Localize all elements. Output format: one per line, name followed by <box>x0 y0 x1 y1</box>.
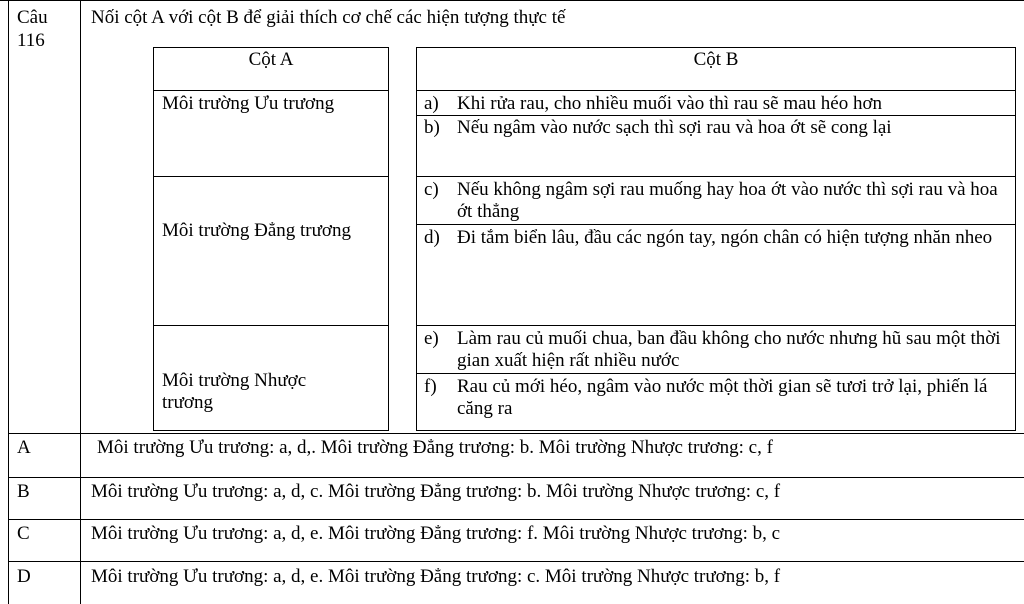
answer-label-a: A <box>17 437 31 458</box>
column-b-letter-f: f) <box>424 376 437 397</box>
answer-label-d: D <box>17 566 31 587</box>
row-divider-a <box>8 433 1024 434</box>
column-b-text-a: Khi rửa rau, cho nhiều muối vào thì rau sẽ mau héo hơn <box>457 93 883 114</box>
outer-top-border <box>0 0 1024 1</box>
label-column-divider <box>80 0 81 604</box>
column-a-item-isotonic: Môi trường Đẳng trương <box>162 220 351 241</box>
column-b-divider-cd <box>416 224 1016 225</box>
column-b-letter-c: c) <box>424 179 439 200</box>
column-a-item-hypotonic: Môi trường Nhược trương <box>162 370 307 413</box>
column-b-letter-a: a) <box>424 93 439 114</box>
column-b-header-divider <box>416 90 1016 91</box>
column-b-text-d: Đi tắm biển lâu, đầu các ngón tay, ngón chân có hiện tượng nhăn nheo <box>457 227 993 248</box>
column-a-divider-1 <box>153 176 389 177</box>
column-b-text-e: Làm rau củ muối chua, ban đầu không cho nước nhưng hũ sau một thời gian xuất hiện rất nhiều nước <box>457 328 1001 371</box>
column-a-header-divider <box>153 90 389 91</box>
question-label: Câu <box>17 7 48 28</box>
column-a-item-hypertonic: Môi trường Ưu trương <box>162 93 335 114</box>
row-divider-d <box>8 561 1024 562</box>
answer-option-b[interactable]: Môi trường Ưu trương: a, d, c. Môi trường Đẳng trương: b. Môi trường Nhược trương: c, f <box>91 481 781 502</box>
column-b-divider-ab <box>416 115 1016 116</box>
row-divider-b <box>8 477 1024 478</box>
column-b-letter-d: d) <box>424 227 440 248</box>
answer-option-c[interactable]: Môi trường Ưu trương: a, d, e. Môi trường Đẳng trương: f. Môi trường Nhược trương: b, c <box>91 523 781 544</box>
answer-option-a[interactable]: Môi trường Ưu trương: a, d,. Môi trường Đẳng trương: b. Môi trường Nhược trương: c, f <box>97 437 773 458</box>
column-b-divider-bc <box>416 176 1016 177</box>
question-number: 116 <box>17 30 45 51</box>
column-a-header: Cột A <box>248 49 294 70</box>
outer-left-border <box>8 0 9 604</box>
column-a-divider-2 <box>153 325 389 326</box>
column-b-text-b: Nếu ngâm vào nước sạch thì sợi rau và hoa ớt sẽ cong lại <box>457 117 892 138</box>
column-b-divider-de <box>416 325 1016 326</box>
column-b-letter-b: b) <box>424 117 440 138</box>
column-b-header: Cột B <box>693 49 739 70</box>
answer-label-b: B <box>17 481 30 502</box>
column-b-divider-ef <box>416 373 1016 374</box>
column-b-text-c: Nếu không ngâm sợi rau muống hay hoa ớt vào nước thì sợi rau và hoa ớt thẳng <box>457 179 998 222</box>
question-prompt: Nối cột A với cột B để giải thích cơ chế các hiện tượng thực tế <box>91 7 566 28</box>
column-b-text-f: Rau củ mới héo, ngâm vào nước một thời gian sẽ tươi trở lại, phiến lá căng ra <box>457 376 988 419</box>
answer-option-d[interactable]: Môi trường Ưu trương: a, d, e. Môi trường Đẳng trương: c. Môi trường Nhược trương: b, f <box>91 566 781 587</box>
row-divider-c <box>8 519 1024 520</box>
answer-label-c: C <box>17 523 30 544</box>
column-b-letter-e: e) <box>424 328 439 349</box>
